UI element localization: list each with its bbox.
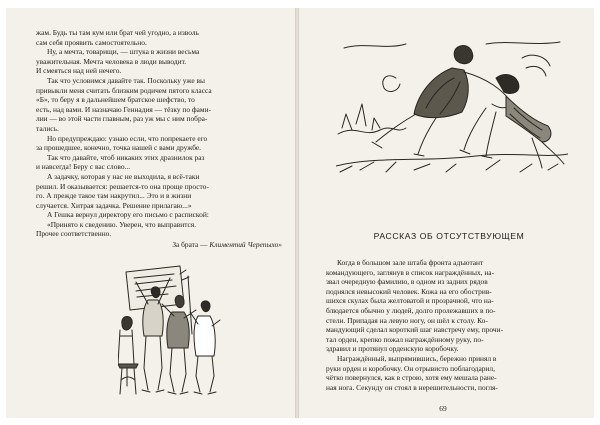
text-line: за прошедшее, конечно, точка нашей с вами дружбе. xyxy=(36,143,202,153)
text-line: ная нога. Секунду он стоял в нерешительности, погля- xyxy=(326,382,498,392)
right-page xyxy=(298,8,594,418)
text-line: звал очередную фамилию, в одном из задних рядов xyxy=(326,277,488,287)
text-line: тал орден, крепко пожал награждённому руку, по- xyxy=(326,334,484,344)
text-line: И смеяться над ней нечего. xyxy=(36,66,122,76)
text-line: Когда в большом зале штаба фронта адъютант xyxy=(337,258,484,267)
text-line: Ну, а мечта, товарищи, — штука в жизни весьма xyxy=(47,47,200,57)
text-line: чётко повернулся, как в строю, хотя ему мешала ране- xyxy=(326,373,497,383)
text-line: Награждённый, выпрямившись, бережно принял в xyxy=(337,353,497,363)
letter-signature xyxy=(36,240,282,250)
text-line: и навсегда! Беру с вас слово... xyxy=(36,162,131,172)
text-line: Так что условимся давайте так. Поскольку уже вы xyxy=(47,75,205,85)
text-line: сам себя проявить самостоятельно. xyxy=(36,37,147,47)
text-line: уважительная. Мечта человека в люди выводит. xyxy=(36,56,187,66)
text-line: Но предупреждаю: узнаю если, что попрекаете его xyxy=(47,133,208,143)
text-line: Прочее соответственно. xyxy=(36,229,112,239)
text-line: есть, над вами. И назначаю Геннадия — тёзку по фами- xyxy=(36,104,212,114)
wounded-soldiers-illustration xyxy=(336,38,568,176)
text-line: руки орден и коробочку. Он отрывисто поблагодарил, xyxy=(326,363,495,373)
right-page-text xyxy=(326,258,574,392)
text-line: А задачку, которая у нас не выходила, я всё-таки xyxy=(47,171,200,181)
left-page-text xyxy=(36,28,282,250)
text-line: случается. Хитрая задачка. Решение прилагаю...» xyxy=(36,200,192,210)
text-line: лии — во этой части главным, раз уж мы с ним побра- xyxy=(36,114,208,124)
text-line: стели. Припадая на левую ногу, он шёл к столу. Ко- xyxy=(326,315,488,325)
text-line: блюдается обычно у людей, долго пролежавших в по- xyxy=(326,305,496,315)
signature-name: Климентий Черепыхо» xyxy=(209,240,282,250)
text-line: жам. Будь ты там кум или брат чей угодно, а изволь xyxy=(36,28,199,37)
left-page xyxy=(6,8,296,418)
text-line: командующего, заглянув в список награждённых, на- xyxy=(326,267,495,277)
text-line: Так что давайте, чтоб никаких этих дразнилок раз xyxy=(47,152,205,162)
signature-prefix: За брата — xyxy=(172,240,208,250)
text-line: здравил и протянул орденскую коробочку. xyxy=(326,344,459,354)
story-title: РАССКАЗ ОБ ОТСУТСТВУЮЩЕМ xyxy=(373,231,525,241)
boys-at-board-illustration xyxy=(118,264,228,396)
text-line: тались. xyxy=(36,123,59,133)
book-spread xyxy=(6,8,594,418)
page-number: 69 xyxy=(439,404,447,413)
text-line: поднялся невысокий человек. Кожа на его обострив- xyxy=(326,286,492,296)
text-line: привыкли меня считать близким родичем пятого класса xyxy=(36,85,212,95)
text-line: го. А прежде такое там накрутил... Это и в жизни xyxy=(36,191,192,201)
text-line: решил. И оказывается: решается-то она проще просто- xyxy=(36,181,209,191)
text-line: «Б», то беру я в дальнейшем братское шефство, то xyxy=(36,95,195,105)
text-line: мандующий сделал короткий шаг навстречу ему, прочи- xyxy=(326,325,504,335)
text-line: А Гешка вернул директору его письмо с распиской: xyxy=(47,210,209,220)
text-line: шихся скулах была желтоватой и прозрачной, что на- xyxy=(326,296,494,306)
text-line: «Принято к сведению. Уверен, что выправится. xyxy=(47,219,197,229)
